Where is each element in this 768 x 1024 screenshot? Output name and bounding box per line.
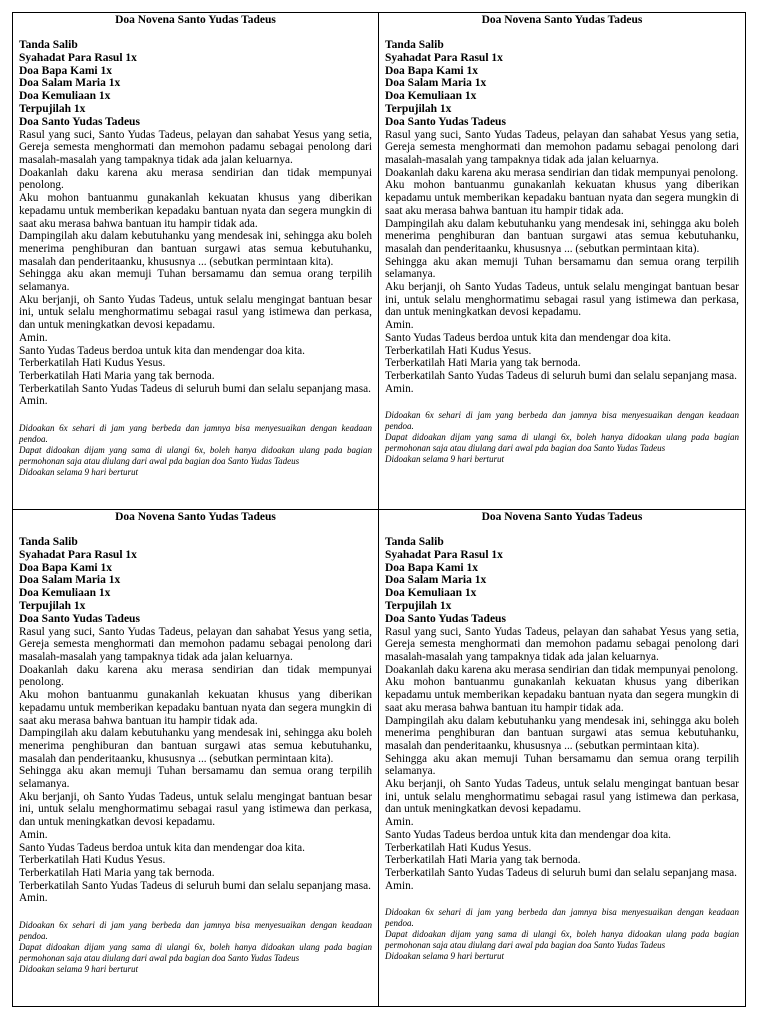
prayer-paragraph: Doakanlah daku karena aku merasa sendirian dan tidak mempunyai penolong. xyxy=(385,166,739,179)
prayer-paragraph: Dampingilah aku dalam kebutuhanku yang mendesak ini, sehingga aku boleh menerima penghiburan dan bantuan surgawi atas semua kebutuhanku, masalah dan penderitaanku, khususnya ... (sebutkan permintaan kita). xyxy=(19,727,372,765)
step-item: Doa Bapa Kami 1x xyxy=(19,561,112,574)
note-text: Dapat didoakan dijam yang sama di ulangi 6x, boleh hanya didoakan ulang pada bagian permohonan saja atau diulang dari awal pda bagian doa Santo Yudas Tadeus xyxy=(19,445,372,467)
step-item: Doa Salam Maria 1x xyxy=(19,77,121,90)
prayer-paragraph: Santo Yudas Tadeus berdoa untuk kita dan mendengar doa kita. xyxy=(385,828,671,841)
prayer-paragraph: Rasul yang suci, Santo Yudas Tadeus, pelayan dan sahabat Yesus yang setia, Gereja semesta menghormati dan memohon padamu sebagai penolong dari masalah-masalah yang tampaknya tidak ada jalan keluarnya. xyxy=(19,128,372,166)
prayer-paragraph: Terberkatilah Santo Yudas Tadeus di seluruh bumi dan selalu sepanjang masa. xyxy=(19,879,371,892)
prayer-card xyxy=(12,12,378,509)
prayer-body xyxy=(19,129,372,408)
step-item: Terpujilah 1x xyxy=(19,102,86,115)
prayer-paragraph: Rasul yang suci, Santo Yudas Tadeus, pelayan dan sahabat Yesus yang setia, Gereja semesta menghormati dan memohon padamu sebagai penolong dari masalah-masalah yang tampaknya tidak ada jalan keluarnya. xyxy=(385,128,739,166)
step-item: Doa Kemuliaan 1x xyxy=(385,587,477,600)
prayer-paragraph: Amin. xyxy=(19,828,48,841)
prayer-paragraph: Amin. xyxy=(385,816,414,829)
prayer-paragraph: Aku mohon bantuanmu gunakanlah kekuatan khusus yang diberikan kepadamu untuk memberikan kepadaku bantuan nyata dan segera mungkin di saat aku merasa bahwa bantuan itu hampir tidak ada. xyxy=(19,689,372,727)
prayer-paragraph: Aku mohon bantuanmu gunakanlah kekuatan khusus yang diberikan kepadamu untuk memberikan kepadaku bantuan nyata dan segera mungkin di saat aku merasa bahwa bantuan itu hampir tidak ada. xyxy=(385,179,739,217)
step-item: Doa Salam Maria 1x xyxy=(385,574,487,587)
step-item: Tanda Salib xyxy=(385,39,444,51)
step-item: Tanda Salib xyxy=(385,536,444,548)
step-item: Doa Santo Yudas Tadeus xyxy=(19,115,140,128)
note-text: Didoakan selama 9 hari berturut xyxy=(19,964,138,975)
step-item: Syahadat Para Rasul 1x xyxy=(385,51,503,64)
step-item: Doa Bapa Kami 1x xyxy=(385,64,478,77)
prayer-notes xyxy=(385,410,739,465)
step-item: Doa Kemuliaan 1x xyxy=(385,90,477,103)
prayer-body xyxy=(385,129,739,396)
note-text: Dapat didoakan dijam yang sama di ulangi 6x, boleh hanya didoakan ulang pada bagian permohonan saja atau diulang dari awal pda bagian doa Santo Yudas Tadeus xyxy=(385,432,739,454)
prayer-paragraph: Doakanlah daku karena aku merasa sendirian dan tidak mempunyai penolong. xyxy=(19,663,372,689)
prayer-paragraph: Doakanlah daku karena aku merasa sendirian dan tidak mempunyai penolong. xyxy=(19,166,372,192)
prayer-steps xyxy=(19,39,372,129)
prayer-paragraph: Santo Yudas Tadeus berdoa untuk kita dan mendengar doa kita. xyxy=(19,841,305,854)
prayer-paragraph: Aku berjanji, oh Santo Yudas Tadeus, untuk selalu mengingat bantuan besar ini, untuk selalu menghormatimu sebagai rasul yang istimewa dan perkasa, dan untuk meningkatkan devosi kepadamu. xyxy=(385,778,739,816)
prayer-paragraph: Amin. xyxy=(385,879,414,892)
note-text: Didoakan selama 9 hari berturut xyxy=(19,467,138,478)
prayer-card xyxy=(378,12,745,509)
prayer-body xyxy=(19,626,372,905)
prayer-paragraph: Terberkatilah Santo Yudas Tadeus di seluruh bumi dan selalu sepanjang masa. xyxy=(385,866,737,879)
prayer-paragraph: Santo Yudas Tadeus berdoa untuk kita dan mendengar doa kita. xyxy=(19,344,305,357)
prayer-paragraph: Terberkatilah Hati Kudus Yesus. xyxy=(19,854,166,867)
prayer-card xyxy=(12,509,378,1006)
step-item: Tanda Salib xyxy=(19,39,78,51)
prayer-steps xyxy=(385,39,739,129)
step-item: Doa Salam Maria 1x xyxy=(385,77,487,90)
note-text: Didoakan 6x sehari di jam yang berbeda dan jamnya bisa menyesuaikan dengan keadaan pendoa. xyxy=(19,423,372,445)
prayer-paragraph: Terberkatilah Santo Yudas Tadeus di seluruh bumi dan selalu sepanjang masa. xyxy=(19,382,371,395)
prayer-paragraph: Doakanlah daku karena aku merasa sendirian dan tidak mempunyai penolong. xyxy=(385,663,739,676)
prayer-paragraph: Sehingga aku akan memuji Tuhan bersamamu dan semua orang terpilih selamanya. xyxy=(19,268,372,294)
note-text: Didoakan 6x sehari di jam yang berbeda dan jamnya bisa menyesuaikan dengan keadaan pendoa. xyxy=(19,920,372,942)
step-item: Terpujilah 1x xyxy=(385,599,452,612)
card-title: Doa Novena Santo Yudas Tadeus xyxy=(481,511,643,523)
note-text: Didoakan 6x sehari di jam yang berbeda dan jamnya bisa menyesuaikan dengan keadaan pendoa. xyxy=(385,410,739,432)
prayer-paragraph: Terberkatilah Hati Maria yang tak bernoda. xyxy=(19,866,215,879)
prayer-paragraph: Rasul yang suci, Santo Yudas Tadeus, pelayan dan sahabat Yesus yang setia, Gereja semesta menghormati dan memohon padamu sebagai penolong dari masalah-masalah yang tampaknya tidak ada jalan keluarnya. xyxy=(19,625,372,663)
prayer-paragraph: Sehingga aku akan memuji Tuhan bersamamu dan semua orang terpilih selamanya. xyxy=(385,752,739,778)
prayer-body xyxy=(385,626,739,893)
step-item: Doa Bapa Kami 1x xyxy=(19,64,112,77)
prayer-paragraph: Sehingga aku akan memuji Tuhan bersamamu dan semua orang terpilih selamanya. xyxy=(385,255,739,281)
prayer-paragraph: Sehingga aku akan memuji Tuhan bersamamu dan semua orang terpilih selamanya. xyxy=(19,765,372,791)
prayer-steps xyxy=(19,536,372,626)
prayer-notes xyxy=(19,920,372,975)
novena-sheet xyxy=(12,12,746,1007)
step-item: Doa Kemuliaan 1x xyxy=(19,90,111,103)
prayer-paragraph: Dampingilah aku dalam kebutuhanku yang mendesak ini, sehingga aku boleh menerima penghiburan dan bantuan surgawi atas semua kebutuhanku, masalah dan penderitaanku, khususnya ... (sebutkan permintaan kita). xyxy=(385,217,739,255)
prayer-paragraph: Terberkatilah Hati Maria yang tak bernoda. xyxy=(385,357,581,370)
note-text: Didoakan selama 9 hari berturut xyxy=(385,454,504,465)
step-item: Doa Santo Yudas Tadeus xyxy=(385,115,506,128)
card-title: Doa Novena Santo Yudas Tadeus xyxy=(115,511,276,523)
step-item: Doa Santo Yudas Tadeus xyxy=(19,612,140,625)
step-item: Doa Salam Maria 1x xyxy=(19,574,121,587)
prayer-paragraph: Amin. xyxy=(19,892,48,905)
prayer-paragraph: Dampingilah aku dalam kebutuhanku yang mendesak ini, sehingga aku boleh menerima penghiburan dan bantuan surgawi atas semua kebutuhanku, masalah dan penderitaanku, khususnya ... (sebutkan permintaan kita). xyxy=(19,230,372,268)
prayer-paragraph: Terberkatilah Hati Maria yang tak bernoda. xyxy=(385,854,581,867)
step-item: Syahadat Para Rasul 1x xyxy=(19,548,137,561)
prayer-paragraph: Amin. xyxy=(385,319,414,332)
prayer-notes xyxy=(19,423,372,478)
prayer-card xyxy=(378,509,745,1006)
step-item: Doa Santo Yudas Tadeus xyxy=(385,612,506,625)
prayer-paragraph: Amin. xyxy=(19,395,48,408)
note-text: Didoakan 6x sehari di jam yang berbeda dan jamnya bisa menyesuaikan dengan keadaan pendoa. xyxy=(385,907,739,929)
step-item: Terpujilah 1x xyxy=(19,599,86,612)
prayer-paragraph: Aku mohon bantuanmu gunakanlah kekuatan khusus yang diberikan kepadamu untuk memberikan kepadaku bantuan nyata dan segera mungkin di saat aku merasa bahwa bantuan itu hampir tidak ada. xyxy=(19,192,372,230)
prayer-paragraph: Dampingilah aku dalam kebutuhanku yang mendesak ini, sehingga aku boleh menerima penghiburan dan bantuan surgawi atas semua kebutuhanku, masalah dan penderitaanku, khususnya ... (sebutkan permintaan kita). xyxy=(385,714,739,752)
prayer-paragraph: Amin. xyxy=(385,382,414,395)
step-item: Doa Bapa Kami 1x xyxy=(385,561,478,574)
step-item: Tanda Salib xyxy=(19,536,78,548)
prayer-paragraph: Terberkatilah Hati Kudus Yesus. xyxy=(385,344,532,357)
card-title: Doa Novena Santo Yudas Tadeus xyxy=(115,14,276,26)
prayer-paragraph: Aku berjanji, oh Santo Yudas Tadeus, untuk selalu mengingat bantuan besar ini, untuk selalu menghormatimu sebagai rasul yang istimewa dan perkasa, dan untuk meningkatkan devosi kepadamu. xyxy=(19,790,372,829)
step-item: Terpujilah 1x xyxy=(385,102,452,115)
prayer-steps xyxy=(385,536,739,626)
prayer-notes xyxy=(385,907,739,962)
prayer-paragraph: Amin. xyxy=(19,331,48,344)
prayer-paragraph: Rasul yang suci, Santo Yudas Tadeus, pelayan dan sahabat Yesus yang setia, Gereja semesta menghormati dan memohon padamu sebagai penolong dari masalah-masalah yang tampaknya tidak ada jalan keluarnya. xyxy=(385,625,739,663)
note-text: Dapat didoakan dijam yang sama di ulangi 6x, boleh hanya didoakan ulang pada bagian permohonan saja atau diulang dari awal pda bagian doa Santo Yudas Tadeus xyxy=(19,942,372,964)
prayer-paragraph: Aku berjanji, oh Santo Yudas Tadeus, untuk selalu mengingat bantuan besar ini, untuk selalu menghormatimu sebagai rasul yang istimewa dan perkasa, dan untuk meningkatkan devosi kepadamu. xyxy=(19,293,372,332)
step-item: Syahadat Para Rasul 1x xyxy=(19,51,137,64)
prayer-paragraph: Terberkatilah Santo Yudas Tadeus di seluruh bumi dan selalu sepanjang masa. xyxy=(385,369,737,382)
prayer-paragraph: Aku berjanji, oh Santo Yudas Tadeus, untuk selalu mengingat bantuan besar ini, untuk selalu menghormatimu sebagai rasul yang istimewa dan perkasa, dan untuk meningkatkan devosi kepadamu. xyxy=(385,281,739,319)
prayer-paragraph: Terberkatilah Hati Kudus Yesus. xyxy=(385,841,532,854)
prayer-paragraph: Santo Yudas Tadeus berdoa untuk kita dan mendengar doa kita. xyxy=(385,331,671,344)
prayer-paragraph: Aku mohon bantuanmu gunakanlah kekuatan khusus yang diberikan kepadamu untuk memberikan kepadaku bantuan nyata dan segera mungkin di saat aku merasa bahwa bantuan itu hampir tidak ada. xyxy=(385,676,739,714)
card-title: Doa Novena Santo Yudas Tadeus xyxy=(481,14,643,26)
step-item: Doa Kemuliaan 1x xyxy=(19,587,111,600)
note-text: Didoakan selama 9 hari berturut xyxy=(385,951,504,962)
note-text: Dapat didoakan dijam yang sama di ulangi 6x, boleh hanya didoakan ulang pada bagian permohonan saja atau diulang dari awal pda bagian doa Santo Yudas Tadeus xyxy=(385,929,739,951)
prayer-paragraph: Terberkatilah Hati Maria yang tak bernoda. xyxy=(19,369,215,382)
prayer-paragraph: Terberkatilah Hati Kudus Yesus. xyxy=(19,357,166,370)
step-item: Syahadat Para Rasul 1x xyxy=(385,548,503,561)
